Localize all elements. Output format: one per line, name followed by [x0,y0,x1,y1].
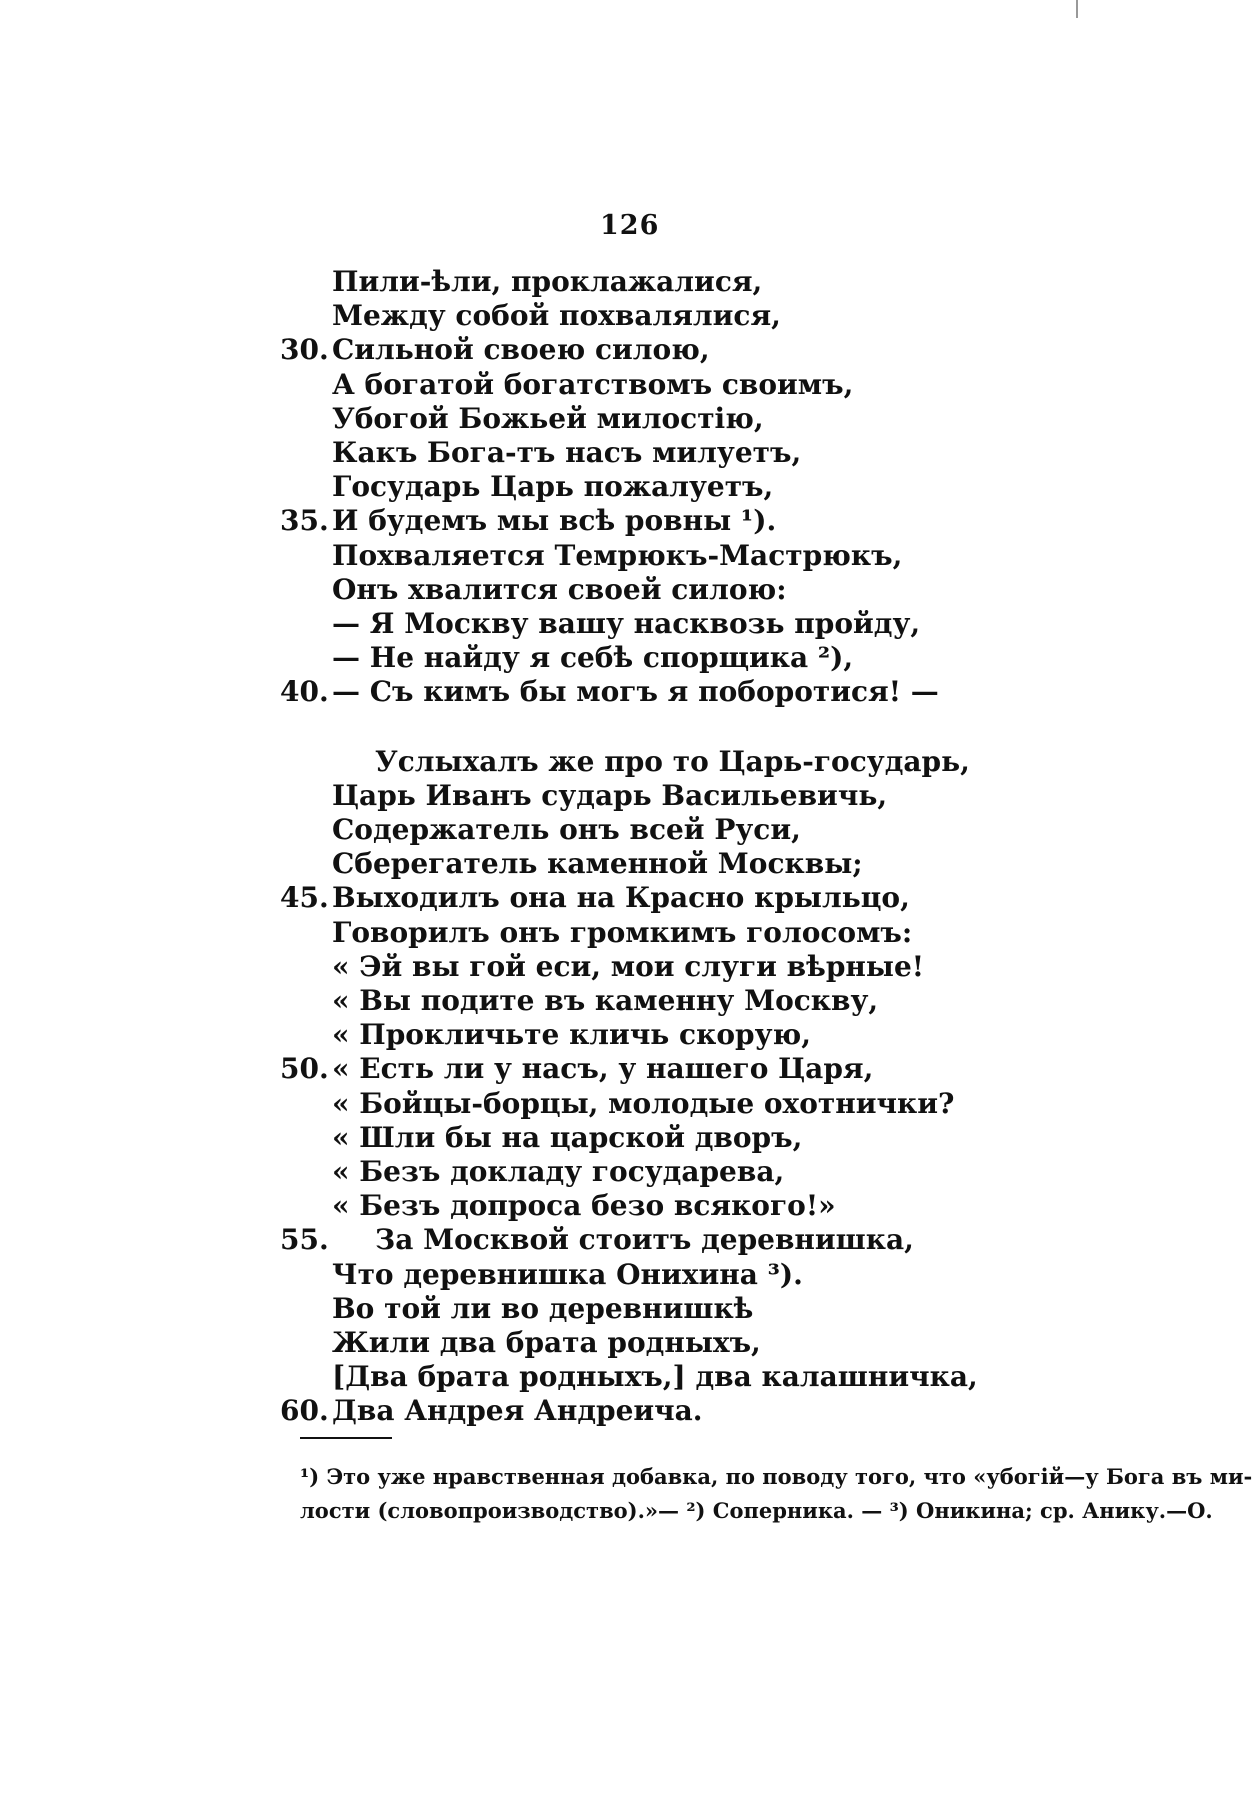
line-number: 50. [280,1052,329,1086]
verse-text: « Шли бы на царской дворъ, [332,1120,803,1154]
verse-text: Похваляется Темрюкъ-Мастрюкъ, [332,538,903,572]
verse-text: Сильной своею силою, [332,333,710,367]
verse-text: [Два брата родныхъ,] два калашничка, [332,1360,978,1394]
verse-text: А богатой богатствомъ своимъ, [332,367,854,401]
verse-text: Убогой Божьей милостію, [332,401,764,435]
verse-text: Содержатель онъ всей Руси, [332,813,801,846]
verse-text: « Вы подите въ каменну Москву, [332,984,879,1017]
verse-text: Сберегатель каменной Москвы; [332,847,863,881]
verse-text: Пили-ѣли, проклажалися, [332,265,763,298]
footnote-line: лости (словопроизводство).»— ²) Соперника. — ³) Оникина; ср. Анику.—О. [300,1498,1213,1523]
verse-text: Царь Иванъ сударь Васильевичь, [332,778,888,812]
line-number: 55. [280,1223,329,1257]
verse-text: И будемъ мы всѣ ровны ¹). [332,504,777,538]
verse-text: « Прокличьте кличь скорую, [332,1018,811,1052]
verse-text: Два Андрея Андреича. [332,1394,703,1428]
verse-text: Что деревнишка Онихина ³). [332,1257,803,1291]
page-number: 126 [600,210,660,241]
verse-text: Говорилъ онъ громкимъ голосомъ: [332,915,913,949]
line-number: 45. [280,881,329,915]
footnote-line: ¹) Это уже нравственная добавка, по поводу того, что «убогій—у Бога въ ми- [300,1464,1252,1489]
footnote-separator [300,1437,392,1439]
verse-text: Во той ли во деревнишкѣ [332,1291,754,1325]
line-number: 40. [280,675,329,709]
verse-text: Онъ хвалится своей силою: [332,572,787,606]
verse-text: — Не найду я себѣ спорщика ²), [332,641,854,675]
verse-text: — Я Москву вашу насквозь пройду, [332,607,921,640]
verse-text: « Бойцы-борцы, молодые охотнички? [332,1086,955,1120]
verse-text: Какъ Бога-тъ насъ милуетъ, [332,436,802,469]
verse-text: « Эй вы гой еси, мои слуги вѣрные! [332,949,925,983]
verse-text: Государь Царь пожалуетъ, [332,470,774,504]
page-edge-mark [1076,0,1078,18]
verse-text: « Есть ли у насъ, у нашего Царя, [332,1052,874,1086]
footnotes [300,1460,1252,1528]
line-number: 30. [280,333,329,367]
verse-text: Жили два брата родныхъ, [332,1326,761,1359]
verse-text: Услыхалъ же про то Царь-государь, [375,744,970,778]
verse-text: « Безъ докладу государева, [332,1155,785,1188]
verse-text: — Съ кимъ бы могъ я поборотися! — [332,675,939,709]
verse-text: « Безъ допроса безо всякого!» [332,1189,836,1223]
verse-text: Между собой похвалялися, [332,299,781,333]
line-number: 35. [280,504,329,538]
verse-text: Выходилъ она на Красно крыльцо, [332,881,910,915]
verse-text: За Москвой стоитъ деревнишка, [375,1223,914,1257]
line-number: 60. [280,1394,329,1428]
